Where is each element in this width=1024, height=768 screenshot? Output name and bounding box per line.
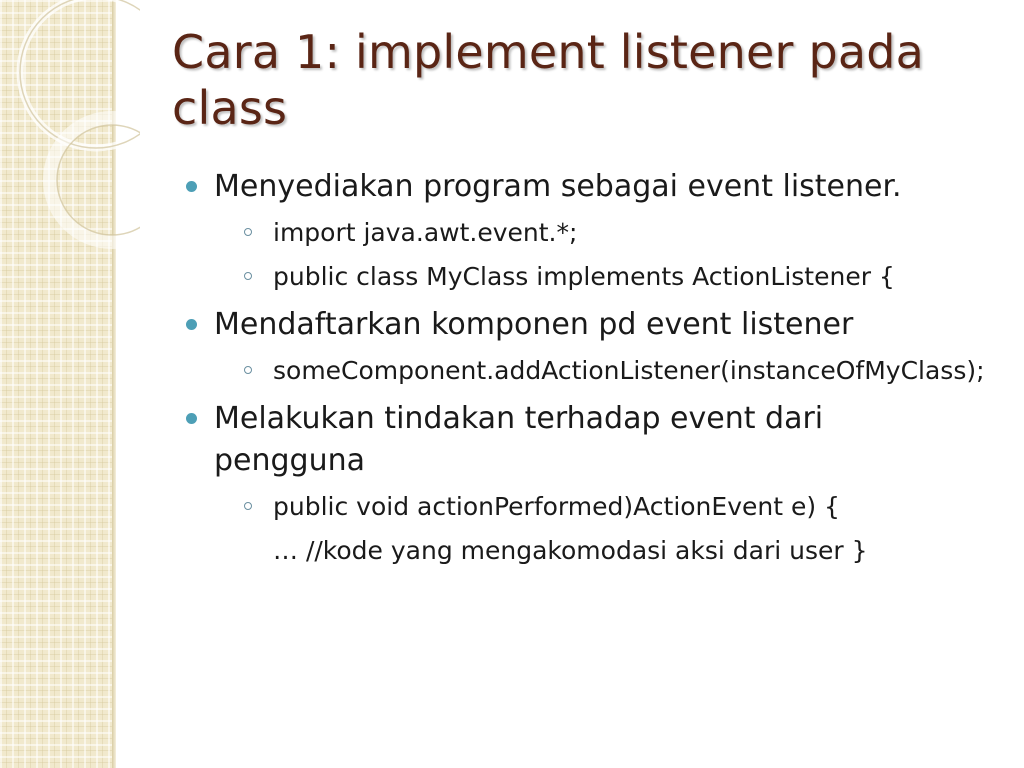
sub-bullet-item (243, 488, 1006, 526)
bullet-item (186, 166, 1006, 208)
bullet-item (186, 398, 934, 482)
sub-bullet-item (243, 214, 1006, 252)
bullet-dot-icon (186, 181, 197, 192)
hollow-circle-bullet-icon (244, 366, 252, 374)
sub-bullet-text: someComponent.addActionListener(instanceOfMyClass); (273, 356, 985, 385)
bullet-dot-icon (186, 319, 197, 330)
sub-bullet-text: import java.awt.event.*; (273, 218, 578, 247)
slide-title: Cara 1: implement listener pada class (172, 25, 925, 135)
sub-bullet-text: public class MyClass implements ActionListener { (273, 262, 895, 291)
bullet-text: Melakukan tindakan terhadap event dari pengguna (214, 401, 824, 478)
hollow-circle-bullet-icon (244, 228, 252, 236)
hollow-circle-bullet-icon (244, 272, 252, 280)
bullet-dot-icon (186, 413, 197, 424)
decorative-circles (0, 0, 140, 300)
bullet-list (186, 166, 1006, 570)
code-continuation-line: … //kode yang mengakomodasi aksi dari user } (273, 536, 868, 565)
sub-bullet-item (243, 258, 1006, 296)
sub-bullet-text: public void actionPerformed)ActionEvent e) { (273, 492, 840, 521)
bullet-item (186, 304, 1006, 346)
bullet-text: Mendaftarkan komponen pd event listener (214, 307, 854, 342)
bullet-text: Menyediakan program sebagai event listener. (214, 169, 902, 204)
hollow-circle-bullet-icon (244, 502, 252, 510)
sub-bullet-item (243, 352, 1006, 390)
